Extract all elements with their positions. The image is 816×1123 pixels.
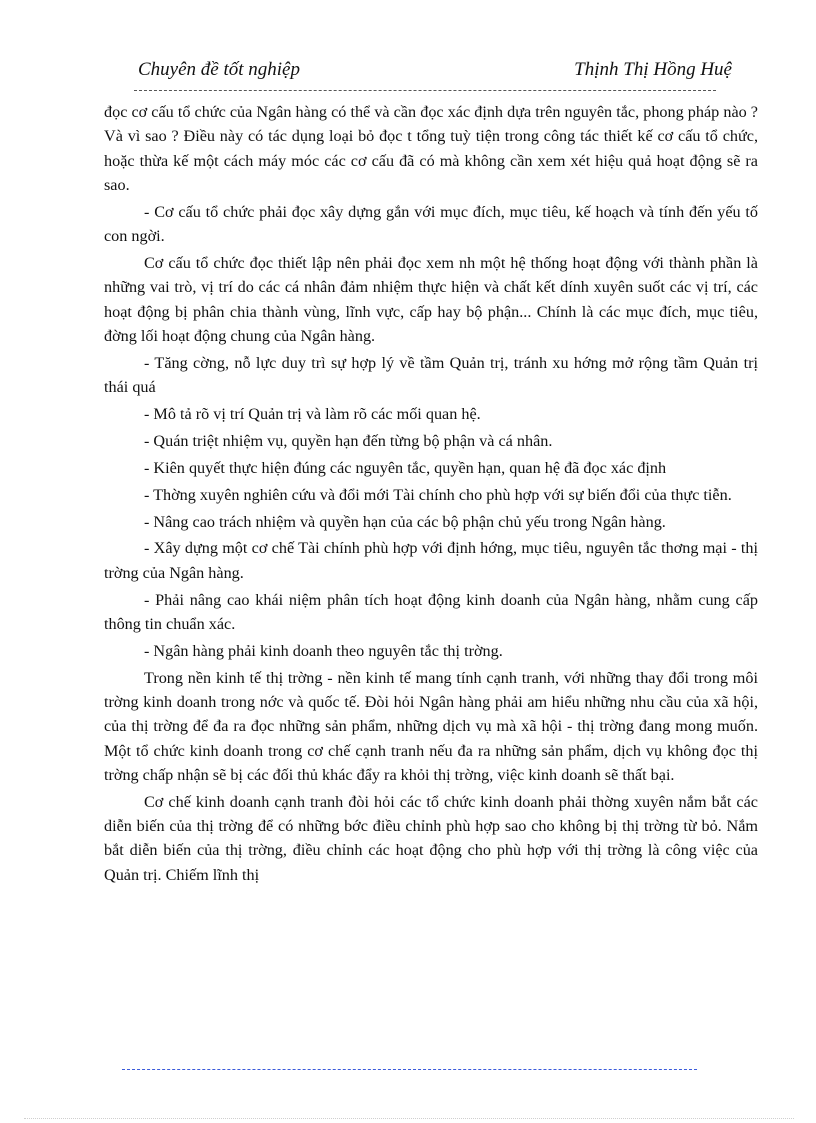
page-header [138, 56, 732, 84]
paragraph: - Kiên quyết thực hiện đúng các nguyên tắc, quyền hạn, quan hệ đã đọc xác định [144, 458, 667, 477]
paragraph: - Mô tả rõ vị trí Quản trị và làm rõ các mối quan hệ. [144, 404, 481, 423]
body-text [104, 100, 758, 890]
paragraph: Trong nền kinh tế thị trờng - nền kinh tế mang tính cạnh tranh, với những thay đổi trong môi trờng kinh doanh trong nớc và quốc tế. Đòi hỏi Ngân hàng phải am hiểu những nhu cầu của xã hội, của thị trờng để đa ra đọc những sản phẩm, những dịch vụ mà xã hội - thị trờng đang mong muốn. Một tổ chức kinh doanh trong cơ chế cạnh tranh nếu đa ra những sản phẩm, dịch vụ không đọc thị trờng chấp nhận sẽ bị các đối thủ khác đẩy ra khỏi thị trờng, việc kinh doanh sẽ thất bại. [104, 668, 758, 784]
paragraph: - Cơ cấu tổ chức phải đọc xây dựng gắn với mục đích, mục tiêu, kế hoạch và tính đến yếu tố con ngời. [104, 202, 758, 246]
document-title: Chuyên đề tốt nghiệp [138, 59, 300, 80]
paragraph: - Nâng cao trách nhiệm và quyền hạn của các bộ phận chủ yếu trong Ngân hàng. [144, 512, 666, 531]
paragraph: đọc cơ cấu tổ chức của Ngân hàng có thể và cần đọc xác định dựa trên nguyên tắc, phong pháp nào ? Và vì sao ? Điều này có tác dụng loại bỏ đọc t tổng tuỳ tiện trong công tác thiết kế cơ cấu tổ chức, hoặc thừa kế một cách máy móc các cơ cấu đã có mà không cần xem xét hiệu quả hoạt động sẽ ra sao. [104, 103, 758, 194]
paragraph: Cơ cấu tổ chức đọc thiết lập nên phải đọc xem nh một hệ thống hoạt động với thành phần là những vai trò, vị trí do các cá nhân đảm nhiệm thực hiện và chất kết dính xuyên suốt các vị trí, các hoạt động bị phân chia thành vùng, lĩnh vực, cấp hay bộ phận... Chính là các mục đích, mục tiêu, đờng lối hoạt động chung của Ngân hàng. [104, 253, 758, 345]
paragraph: - Ngân hàng phải kinh doanh theo nguyên tắc thị trờng. [144, 641, 503, 660]
paragraph: - Phải nâng cao khái niệm phân tích hoạt động kinh doanh của Ngân hàng, nhằm cung cấp thông tin chuẩn xác. [104, 590, 758, 633]
paragraph: - Thờng xuyên nghiên cứu và đổi mới Tài chính cho phù hợp với sự biến đổi của thực tiễn. [144, 485, 732, 504]
header-divider [134, 90, 716, 91]
paragraph: - Tăng cờng, nỗ lực duy trì sự hợp lý về tầm Quản trị, tránh xu hớng mở rộng tầm Quản trị thái quá [104, 353, 758, 397]
footer-divider [122, 1069, 697, 1070]
page-edge [24, 1118, 794, 1119]
paragraph: Cơ chế kinh doanh cạnh tranh đòi hỏi các tổ chức kinh doanh phải thờng xuyên nắm bắt các diễn biến của thị trờng để có những bớc điều chỉnh phù hợp sao cho không bị thị trờng từ bỏ. Nắm bắt diễn biến của thị trờng, điều chỉnh các hoạt động cho phù hợp với thị trờng là công việc của Quản trị. Chiếm lĩnh thị [104, 792, 758, 884]
paragraph: - Quán triệt nhiệm vụ, quyền hạn đến từng bộ phận và cá nhân. [144, 431, 553, 450]
author-name: Thịnh Thị Hồng Huệ [574, 59, 732, 80]
paragraph: - Xây dựng một cơ chế Tài chính phù hợp với định hớng, mục tiêu, nguyên tắc thơng mại - thị trờng của Ngân hàng. [104, 539, 758, 582]
